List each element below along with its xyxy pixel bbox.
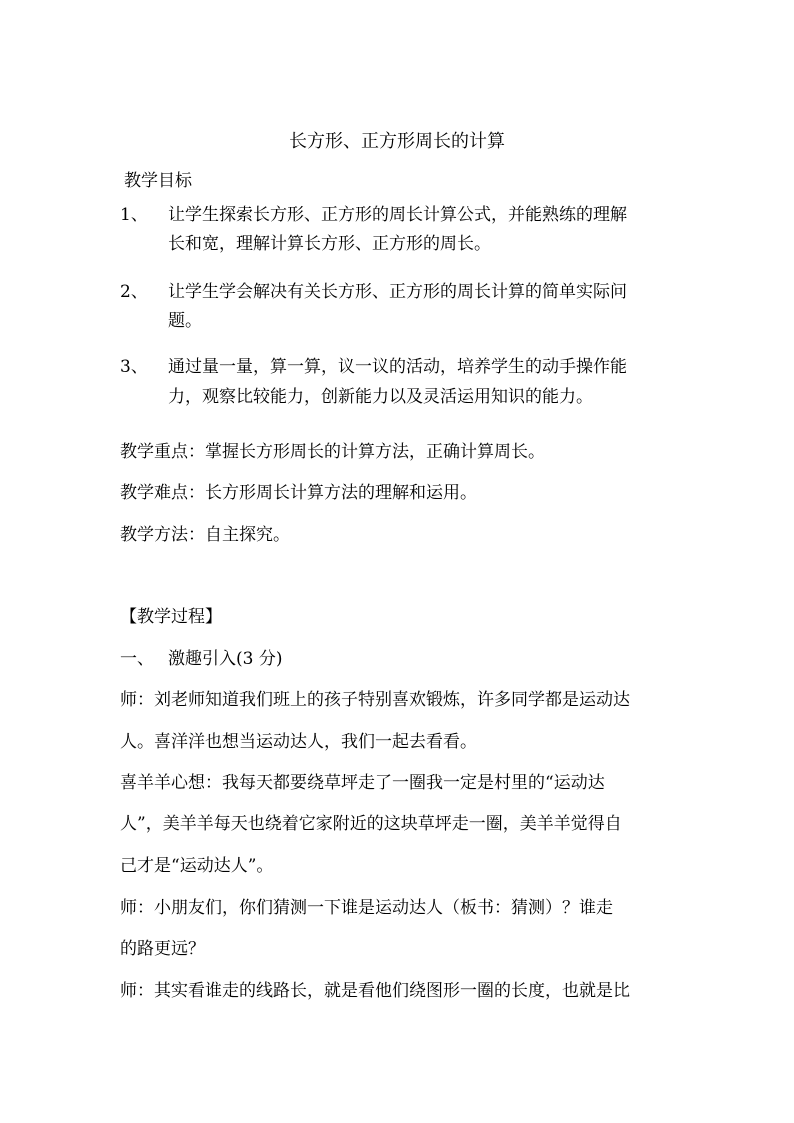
- paragraph-line: 师：其实看谁走的线路长，就是看他们绕图形一圈的长度，也就是比: [120, 981, 630, 1001]
- teaching-method: 教学方法：自主探究。: [120, 525, 290, 545]
- section-number: 一、: [120, 649, 154, 669]
- paragraph-line: 的路更远？: [120, 939, 205, 959]
- objective-number: 2、: [120, 282, 148, 302]
- objective-line: 题。: [168, 311, 202, 331]
- paragraph-line: 己才是“运动达人”。: [120, 856, 274, 876]
- objective-number: 3、: [120, 357, 148, 377]
- paragraph-line: 人”，美羊羊每天也绕着它家附近的这块草坪走一圈，美羊羊觉得自: [120, 814, 622, 834]
- objective-line: 长和宽，理解计算长方形、正方形的周长。: [168, 234, 491, 254]
- objectives-heading: 教学目标: [124, 171, 192, 191]
- objective-line: 通过量一量，算一算，议一议的活动，培养学生的动手操作能: [168, 357, 627, 377]
- document-title: 长方形、正方形周长的计算: [289, 131, 505, 152]
- section-title: 激趣引入(3 分): [168, 649, 283, 669]
- key-point: 教学重点：掌握长方形周长的计算方法，正确计算周长。: [120, 442, 545, 462]
- objective-line: 让学生学会解决有关长方形、正方形的周长计算的简单实际问: [168, 282, 627, 302]
- objective-line: 力，观察比较能力，创新能力以及灵活运用知识的能力。: [168, 387, 593, 407]
- paragraph-line: 师：小朋友们，你们猜测一下谁是运动达人（板书：猜测）？谁走: [120, 898, 613, 918]
- objective-number: 1、: [120, 205, 148, 225]
- process-heading: 【教学过程】: [120, 607, 222, 627]
- paragraph-line: 师：刘老师知道我们班上的孩子特别喜欢锻炼，许多同学都是运动达: [120, 690, 630, 710]
- difficulty: 教学难点：长方形周长计算方法的理解和运用。: [120, 483, 477, 503]
- paragraph-line: 人。喜洋洋也想当运动达人，我们一起去看看。: [120, 732, 477, 752]
- paragraph-line: 喜羊羊心想：我每天都要绕草坪走了一圈我一定是村里的“运动达: [120, 773, 605, 793]
- objective-line: 让学生探索长方形、正方形的周长计算公式，并能熟练的理解: [168, 205, 627, 225]
